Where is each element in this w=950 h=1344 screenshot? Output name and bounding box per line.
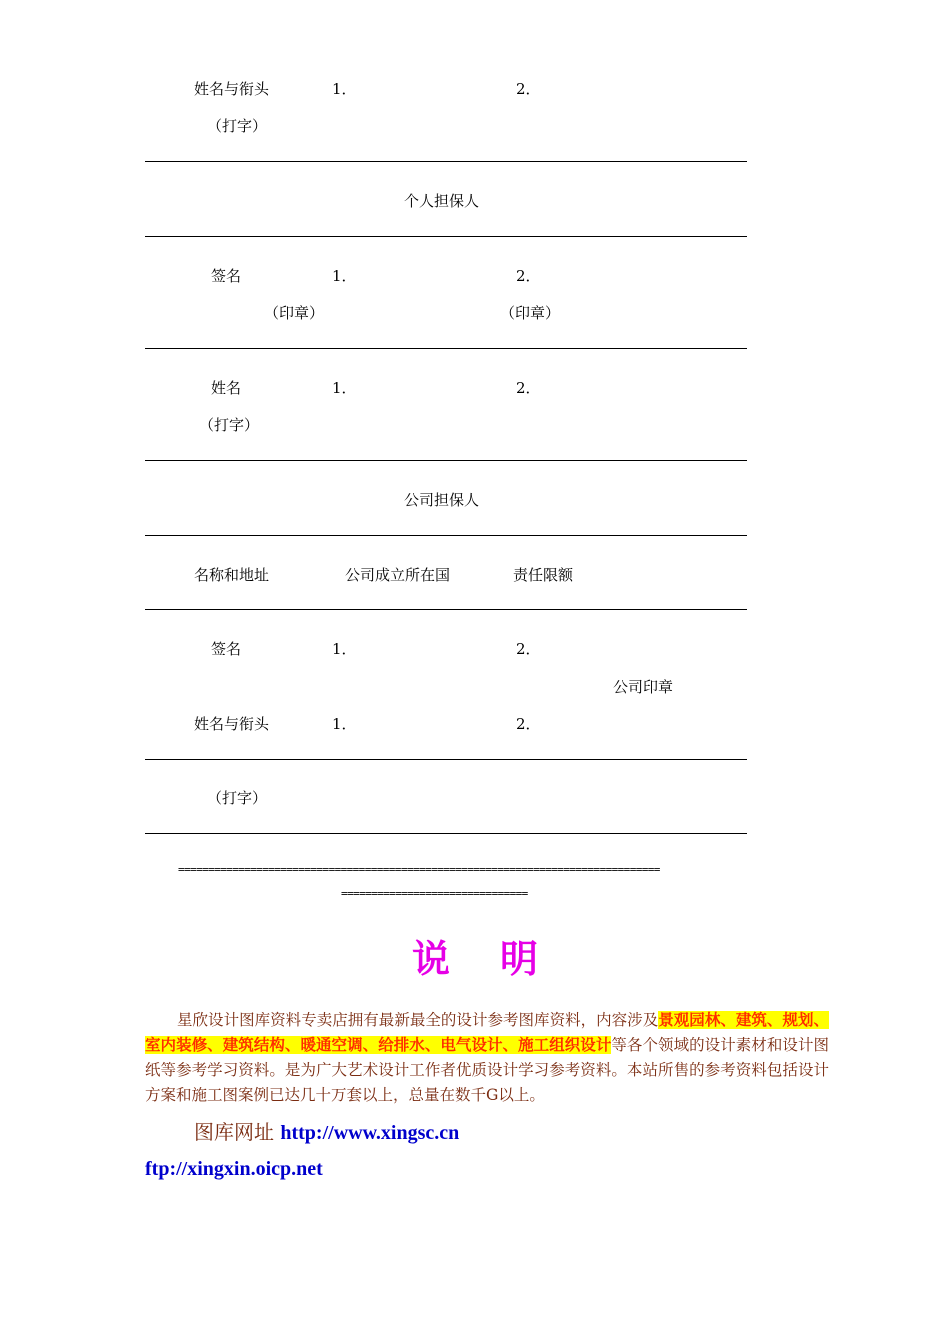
notice-text: 星欣设计图库资料专卖店拥有最新最全的设计参考图库资料，内容涉及 xyxy=(177,1011,659,1029)
separator-line: ================================================================================ xyxy=(178,863,660,876)
name-address-label: 名称和地址 xyxy=(194,566,270,584)
individual-guarantor-heading: 个人担保人 xyxy=(404,192,480,210)
seal-note-2: （印章） xyxy=(500,304,561,322)
seal-note-1: （印章） xyxy=(264,304,325,322)
item-1-label: 1． xyxy=(332,640,357,658)
name-title-label: 姓名与衔头 xyxy=(194,715,270,733)
divider xyxy=(145,161,747,162)
notice-paragraph xyxy=(145,1008,829,1108)
divider xyxy=(145,460,747,461)
item-2-label: 2． xyxy=(516,379,541,397)
divider xyxy=(145,236,747,237)
typed-note: （打字） xyxy=(207,117,268,135)
item-1-label: 1． xyxy=(332,715,357,733)
company-guarantor-heading: 公司担保人 xyxy=(404,491,480,509)
company-seal-label: 公司印章 xyxy=(613,678,674,696)
ftp-url-link[interactable]: ftp://xingxin.oicp.net xyxy=(145,1158,323,1180)
notice-highlight: 景观园林、建筑、规划、室内装修、建筑结构、暖通空调、给排水、电气设计、施工组织设计 xyxy=(145,1011,829,1054)
notice-title: 说明 xyxy=(411,937,588,981)
gallery-url-link[interactable]: http://www.xingsc.cn xyxy=(280,1122,460,1144)
divider xyxy=(145,759,747,760)
liability-limit-label: 责任限额 xyxy=(513,566,574,584)
separator-line: =============================== xyxy=(341,887,528,900)
notice-text: 等各个领域的设计素材和设计图纸等参考学习资料。是为广大艺术设计工作者优质设计学习参考资料。本站所售的参考资料包括设计方案和施工图案例已达几十万套以上，总量在数千G以上。 xyxy=(145,1036,829,1104)
item-1-label: 1． xyxy=(332,80,357,98)
item-1-label: 1． xyxy=(332,379,357,397)
gallery-url-label: 图库网址 xyxy=(194,1120,274,1144)
divider xyxy=(145,535,747,536)
gallery-url-row xyxy=(194,1119,459,1146)
item-1-label: 1． xyxy=(332,267,357,285)
signature-label: 签名 xyxy=(211,267,242,285)
name-label: 姓名 xyxy=(211,379,242,397)
country-of-incorporation-label: 公司成立所在国 xyxy=(345,566,451,584)
item-2-label: 2． xyxy=(516,640,541,658)
ftp-url-row xyxy=(145,1155,323,1182)
name-title-label: 姓名与衔头 xyxy=(194,80,270,98)
typed-note: （打字） xyxy=(207,789,268,807)
signature-label: 签名 xyxy=(211,640,242,658)
typed-note: （打字） xyxy=(199,416,260,434)
divider xyxy=(145,833,747,834)
divider xyxy=(145,609,747,610)
divider xyxy=(145,348,747,349)
item-2-label: 2． xyxy=(516,715,541,733)
item-2-label: 2． xyxy=(516,80,541,98)
item-2-label: 2． xyxy=(516,267,541,285)
